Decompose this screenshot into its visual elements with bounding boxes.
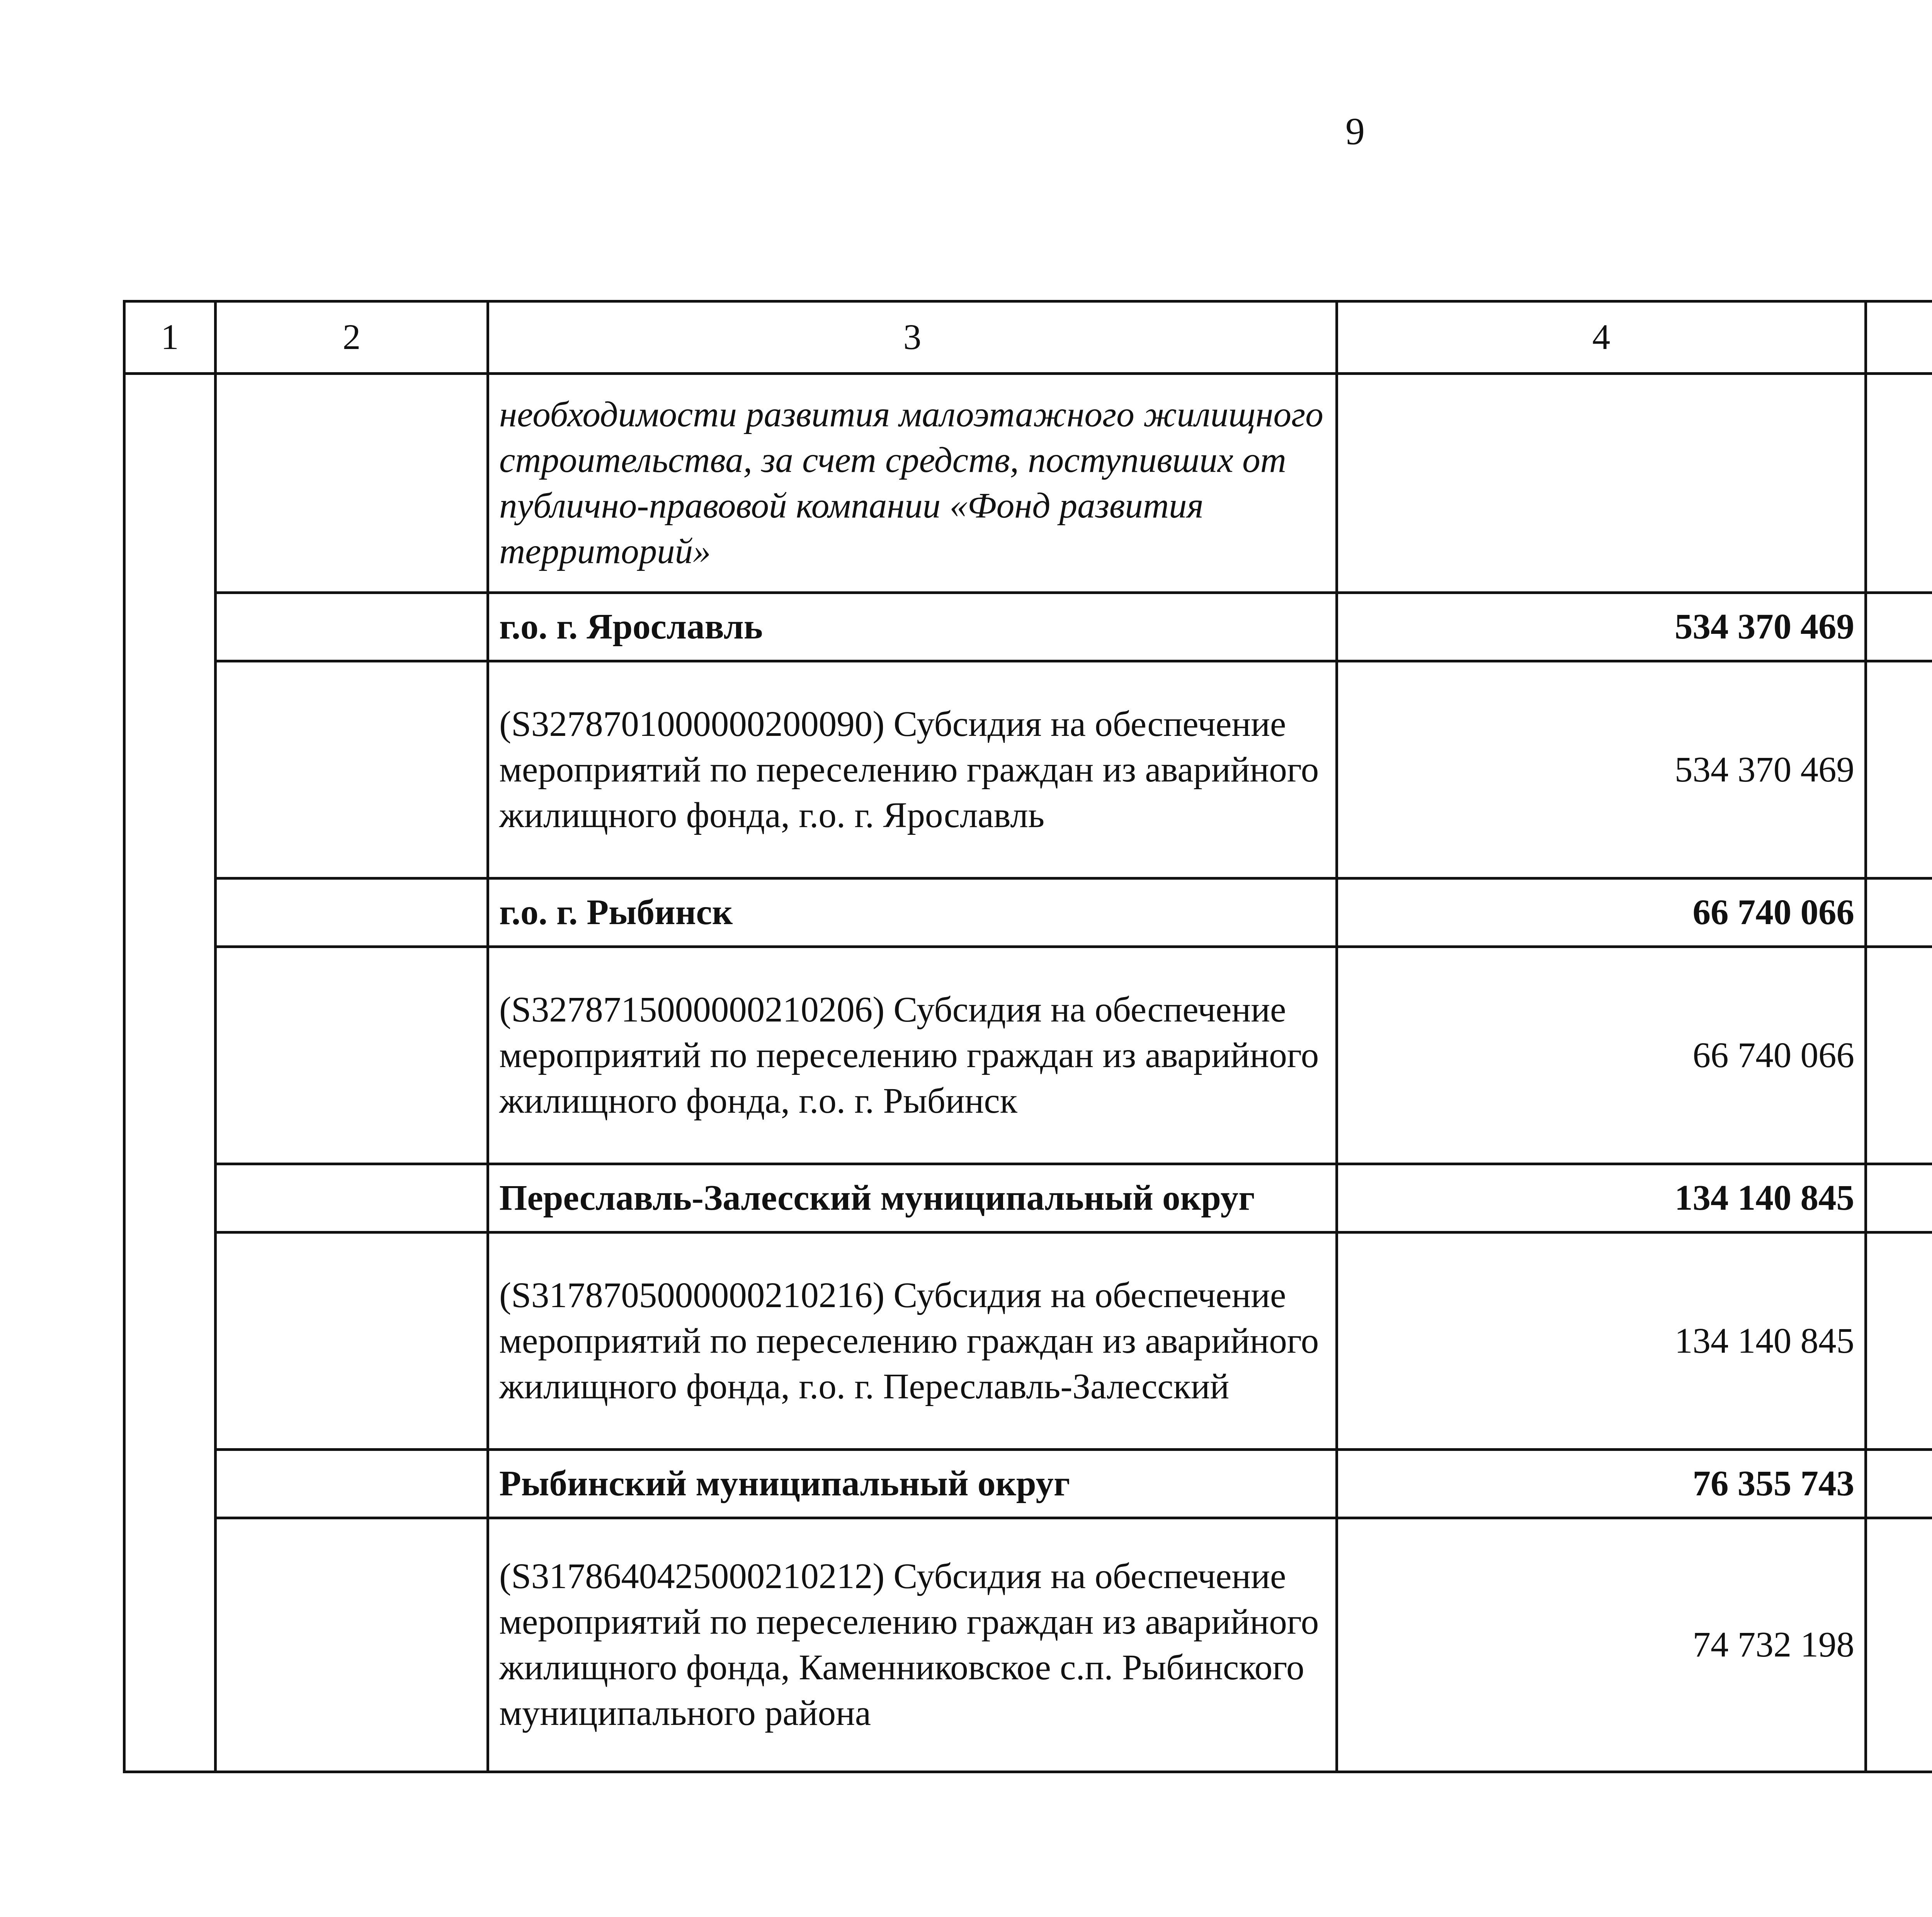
table-cell-empty	[216, 593, 488, 661]
value-col-5	[1866, 661, 1932, 878]
table-cell-empty	[216, 1518, 488, 1772]
row-name: (S3278701000000200090) Субсидия на обеспечение мероприятий по переселению граждан из аварийного жилищного фонда, г.о. г. Ярославль	[488, 661, 1337, 878]
value-col-4: 534 370 469	[1337, 593, 1866, 661]
column-number-4: 4	[1337, 301, 1866, 374]
value-col-4: 134 140 845	[1337, 1164, 1866, 1233]
table-cell-empty	[216, 1450, 488, 1518]
intro-continuation-text: необходимости развития малоэтажного жилищного строительства, за счет средств, поступивших от публично-правовой компании «Фонд развития территорий»	[488, 374, 1337, 593]
value-col-4: 134 140 845	[1337, 1233, 1866, 1450]
table-row-intro	[124, 374, 1932, 593]
row-name: г.о. г. Ярославль	[488, 593, 1337, 661]
budget-table	[123, 300, 1932, 1773]
column-number-2: 2	[216, 301, 488, 374]
table-row-subtotal	[124, 1450, 1932, 1518]
value-col-5	[1866, 1518, 1932, 1772]
value-col-5	[1866, 1450, 1932, 1518]
row-name: (S3178705000000210216) Субсидия на обеспечение мероприятий по переселению граждан из аварийного жилищного фонда, г.о. г. Переславль-Залесский	[488, 1233, 1337, 1450]
value-col-5	[1866, 1164, 1932, 1233]
row-name: (S3278715000000210206) Субсидия на обеспечение мероприятий по переселению граждан из аварийного жилищного фонда, г.о. г. Рыбинск	[488, 947, 1337, 1164]
table-row-subtotal	[124, 1164, 1932, 1233]
table-cell-empty	[216, 374, 488, 593]
table-cell-empty	[216, 661, 488, 878]
table-row-subtotal	[124, 878, 1932, 947]
row-name: (S3178640425000210212) Субсидия на обеспечение мероприятий по переселению граждан из аварийного жилищного фонда, Каменниковское с.п. Рыбинского муниципального района	[488, 1518, 1337, 1772]
value-col-5	[1866, 1233, 1932, 1450]
table-cell-empty	[216, 947, 488, 1164]
table-cell-empty	[216, 878, 488, 947]
value-col-4: 74 732 198	[1337, 1518, 1866, 1772]
row-name: Рыбинский муниципальный округ	[488, 1450, 1337, 1518]
row-name: г.о. г. Рыбинск	[488, 878, 1337, 947]
page-number: 9	[1345, 110, 1365, 153]
value-col-5	[1866, 878, 1932, 947]
table-row-detail	[124, 661, 1932, 878]
value-col-4: 66 740 066	[1337, 947, 1866, 1164]
table-cell-empty	[1337, 374, 1866, 593]
column-1-merged-cell	[124, 374, 216, 1772]
column-number-header-row	[124, 301, 1932, 374]
table-cell-empty	[216, 1164, 488, 1233]
value-col-4: 76 355 743	[1337, 1450, 1866, 1518]
table-row-detail	[124, 947, 1932, 1164]
value-col-4: 66 740 066	[1337, 878, 1866, 947]
value-col-5	[1866, 947, 1932, 1164]
table-row-detail	[124, 1518, 1932, 1772]
table-row-subtotal	[124, 593, 1932, 661]
value-col-4: 534 370 469	[1337, 661, 1866, 878]
column-number-1: 1	[124, 301, 216, 374]
column-number-5	[1866, 301, 1932, 374]
row-name: Переславль-Залесский муниципальный округ	[488, 1164, 1337, 1233]
value-col-5	[1866, 593, 1932, 661]
column-number-3: 3	[488, 301, 1337, 374]
table-cell-empty	[1866, 374, 1932, 593]
table-cell-empty	[216, 1233, 488, 1450]
table-row-detail	[124, 1233, 1932, 1450]
